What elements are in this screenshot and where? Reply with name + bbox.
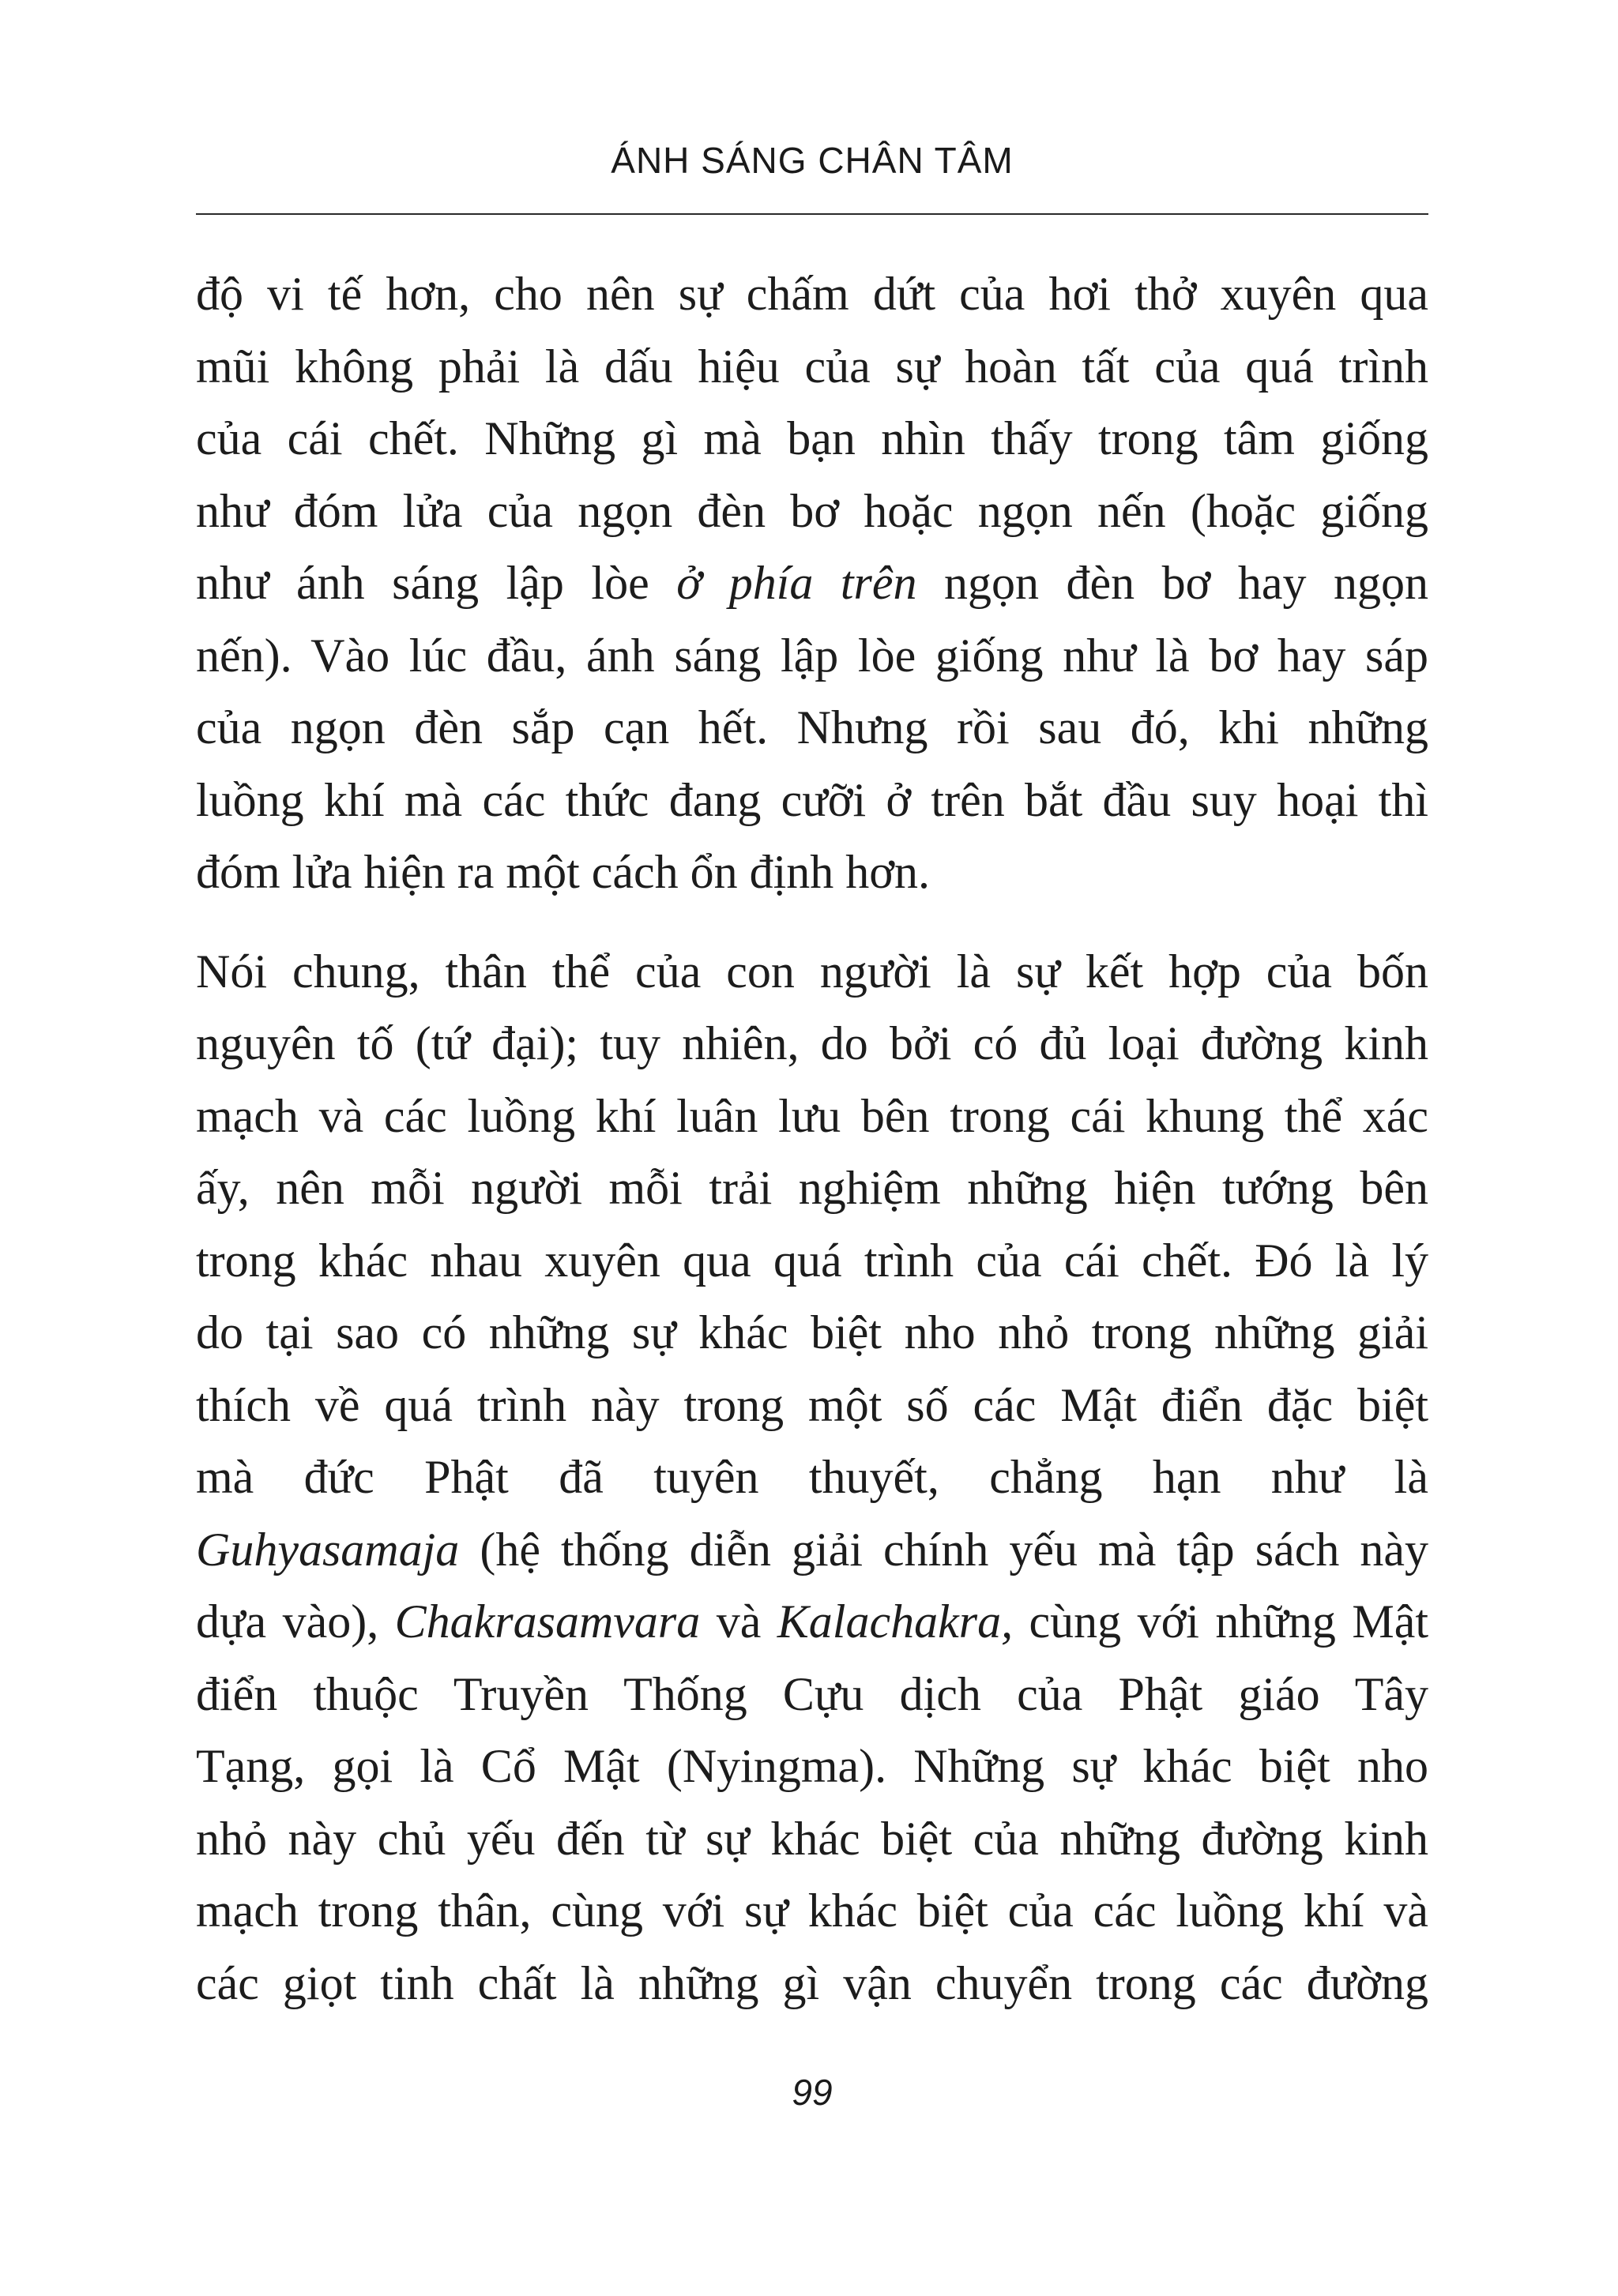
text-line: của ngọn đèn sắp cạn hết. Nhưng rồi sau đó, khi những xyxy=(196,701,1428,753)
running-header: ÁNH SÁNG CHÂN TÂM xyxy=(611,140,1014,181)
text-segment: cùng với những Mật xyxy=(1013,1595,1428,1648)
text-line: điển thuộc Truyền Thống Cựu dịch của Phật giáo Tây xyxy=(196,1667,1428,1720)
text-segment: như ánh sáng lập lòe xyxy=(196,557,677,609)
text-line: thích về quá trình này trong một số các Mật điển đặc biệt xyxy=(196,1378,1428,1431)
text-line: mạch và các luồng khí luân lưu bên trong cái khung thể xác xyxy=(196,1089,1428,1142)
text-line: của cái chết. Những gì mà bạn nhìn thấy trong tâm giống xyxy=(196,412,1428,464)
text-line: trong khác nhau xuyên qua quá trình của cái chết. Đó là lý xyxy=(196,1234,1428,1287)
text-line: nguyên tố (tứ đại); tuy nhiên, do bởi có đủ loại đường kinh xyxy=(196,1017,1428,1069)
text-line: ấy, nên mỗi người mỗi trải nghiệm những hiện tướng bên xyxy=(196,1162,1428,1214)
text-segment: ngọn đèn bơ hay ngọn xyxy=(916,557,1429,609)
text-line: như đóm lửa của ngọn đèn bơ hoặc ngọn nến (hoặc giống xyxy=(196,484,1428,537)
text-segment: dựa vào), xyxy=(196,1595,395,1648)
text-line: luồng khí mà các thức đang cưỡi ở trên bắt đầu suy hoại thì xyxy=(196,773,1428,826)
text-line xyxy=(196,1586,1428,1659)
paragraph-1 xyxy=(196,258,1428,909)
text-line: mũi không phải là dấu hiệu của sự hoàn tất của quá trình xyxy=(196,340,1428,393)
page-number: 99 xyxy=(792,2072,833,2113)
emphasis-text: Guhyasamaja xyxy=(196,1523,460,1576)
text-line: đóm lửa hiện ra một cách ổn định hơn. xyxy=(196,846,931,898)
paragraph-2 xyxy=(196,936,1428,2020)
text-line xyxy=(196,1514,1428,1587)
emphasis-text: ở phía trên xyxy=(676,557,917,609)
text-line: độ vi tế hơn, cho nên sự chấm dứt của hơi thở xuyên qua xyxy=(196,268,1428,320)
text-segment: (hệ thống diễn giải chính yếu mà tập sách này xyxy=(459,1523,1428,1576)
text-line: nến). Vào lúc đầu, ánh sáng lập lòe giống như là bơ hay sáp xyxy=(196,629,1428,682)
text-line: Nói chung, thân thể của con người là sự kết hợp của bốn xyxy=(196,945,1428,998)
header-divider xyxy=(196,213,1428,215)
text-line: Tạng, gọi là Cổ Mật (Nyingma). Những sự khác biệt nho xyxy=(196,1740,1428,1792)
text-line: mà đức Phật đã tuyên thuyết, chẳng hạn như là xyxy=(196,1451,1428,1503)
text-line: nhỏ này chủ yếu đến từ sự khác biệt của những đường kinh xyxy=(196,1812,1428,1865)
emphasis-text: Chakrasamvara xyxy=(394,1595,701,1648)
emphasis-text: Kalachakra, xyxy=(777,1595,1014,1648)
text-line: các giọt tinh chất là những gì vận chuyển trong các đường xyxy=(196,1956,1428,2009)
text-line xyxy=(196,547,1428,620)
text-line: do tại sao có những sự khác biệt nho nhỏ trong những giải xyxy=(196,1306,1428,1358)
page-body xyxy=(196,258,1428,2046)
text-segment: và xyxy=(700,1595,777,1648)
text-line: mạch trong thân, cùng với sự khác biệt của các luồng khí và xyxy=(196,1885,1428,1937)
